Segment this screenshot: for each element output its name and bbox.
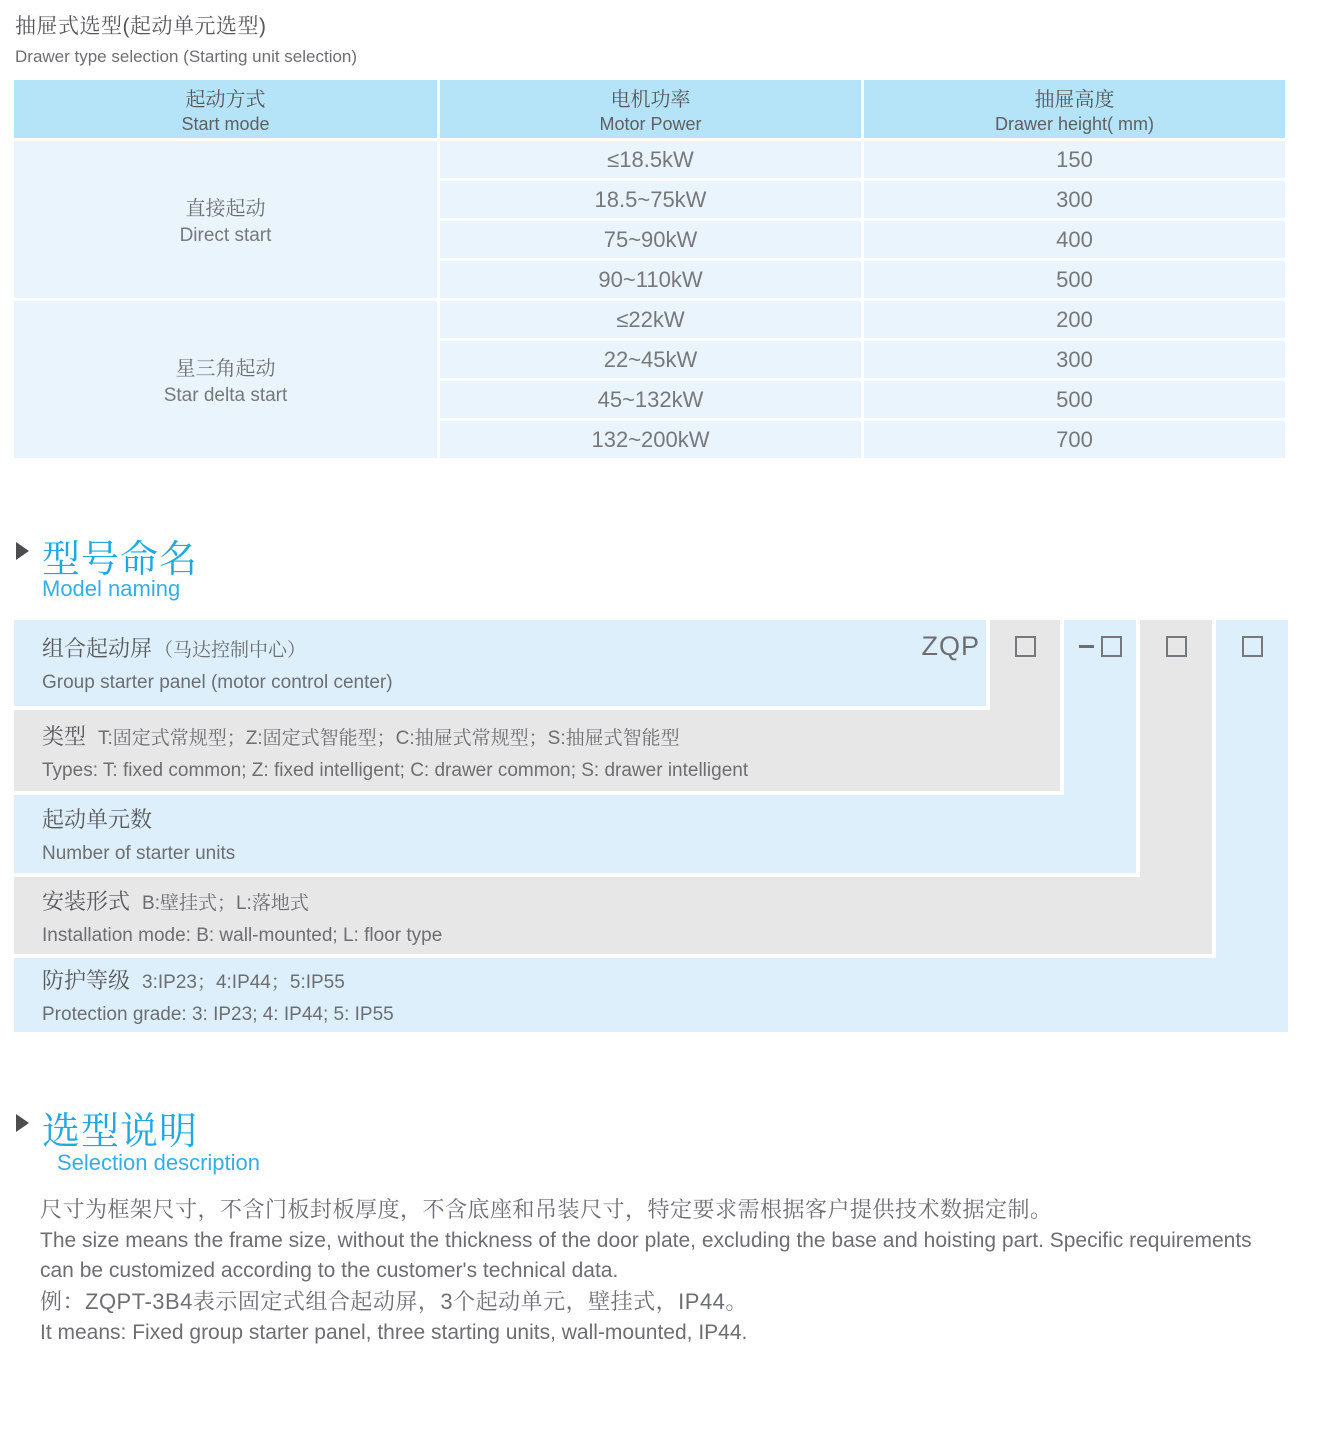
col-header-motor-power: 电机功率 Motor Power	[440, 80, 861, 138]
section-title-en: Model naming	[42, 576, 181, 601]
desc-paragraph-en: The size means the frame size, without the thickness of the door plate, excluding the base and hoisting part. Specific requirements can be customized according to the customer's technical data.	[40, 1229, 1252, 1282]
naming-row-starter-units: 起动单元数 Number of starter units	[14, 795, 1136, 873]
table-cell-power: 132~200kW	[440, 421, 861, 458]
desc-example-en: It means: Fixed group starter panel, three starting units, wall-mounted, IP44.	[40, 1321, 748, 1344]
naming-row-types: 类型 T:固定式常规型；Z:固定式智能型；C:抽屉式常规型；S:抽屉式智能型 Types: T: fixed common; Z: fixed intelligent; C: drawer common; S: drawer intelligent	[14, 710, 1060, 791]
dash-icon	[1079, 645, 1094, 648]
group-cell-star-delta-start: 星三角起动 Star delta start	[14, 301, 437, 458]
table-cell-power: 18.5~75kW	[440, 181, 861, 218]
col-header-drawer-height: 抽屉高度 Drawer height( mm)	[864, 80, 1285, 138]
table-cell-height: 150	[864, 141, 1285, 178]
naming-row-group-starter-panel: 组合起动屏 （马达控制中心） Group starter panel (motor control center)	[14, 620, 986, 706]
selection-description-body	[40, 1194, 1290, 1348]
table-cell-height: 400	[864, 221, 1285, 258]
table-cell-power: 45~132kW	[440, 381, 861, 418]
placeholder-box-icon	[1101, 636, 1122, 657]
table-cell-power: 90~110kW	[440, 261, 861, 298]
desc-example-zh: 例：ZQPT-3B4表示固定式组合起动屏，3个起动单元，壁挂式，IP44。	[40, 1289, 748, 1314]
table-cell-height: 300	[864, 181, 1285, 218]
table-cell-power: ≤22kW	[440, 301, 861, 338]
table-cell-power: 75~90kW	[440, 221, 861, 258]
model-prefix-zqp: ZQP	[921, 631, 980, 661]
table-cell-height: 500	[864, 261, 1285, 298]
placeholder-box-icon	[1242, 636, 1263, 657]
triangle-bullet-icon	[16, 542, 29, 560]
placeholder-box-icon	[1015, 636, 1036, 657]
table-cell-height: 200	[864, 301, 1285, 338]
group-cell-direct-start: 直接起动 Direct start	[14, 141, 437, 298]
desc-paragraph-zh: 尺寸为框架尺寸，不含门板封板厚度，不含底座和吊装尺寸，特定要求需根据客户提供技术数据定制。	[40, 1197, 1053, 1222]
drawer-selection-table	[14, 80, 1285, 458]
naming-column-installation-code	[1140, 620, 1212, 954]
naming-row-installation-mode: 安装形式 B:壁挂式；L:落地式 Installation mode: B: wall-mounted; L: floor type	[14, 877, 1212, 954]
section-title-en: Selection description	[57, 1150, 261, 1175]
page-title-en: Drawer type selection (Starting unit selection)	[15, 47, 358, 66]
section-title-zh: 选型说明	[42, 1111, 199, 1153]
page-header	[15, 10, 357, 67]
naming-row-protection-grade: 防护等级 3:IP23；4:IP44；5:IP55 Protection grade: 3: IP23; 4: IP44; 5: IP55	[14, 958, 1288, 1032]
placeholder-box-icon	[1166, 636, 1187, 657]
naming-column-unit-count-code	[1064, 620, 1136, 873]
table-cell-height: 500	[864, 381, 1285, 418]
naming-column-type-code	[990, 620, 1060, 791]
table-cell-height: 700	[864, 421, 1285, 458]
col-header-start-mode: 起动方式 Start mode	[14, 80, 437, 138]
table-cell-height: 300	[864, 341, 1285, 378]
page-title-zh: 抽屉式选型(起动单元选型)	[15, 15, 267, 38]
naming-column-protection-code	[1216, 620, 1288, 1032]
triangle-bullet-icon	[16, 1114, 29, 1132]
section-title-zh: 型号命名	[42, 539, 199, 581]
table-cell-power: 22~45kW	[440, 341, 861, 378]
table-cell-power: ≤18.5kW	[440, 141, 861, 178]
